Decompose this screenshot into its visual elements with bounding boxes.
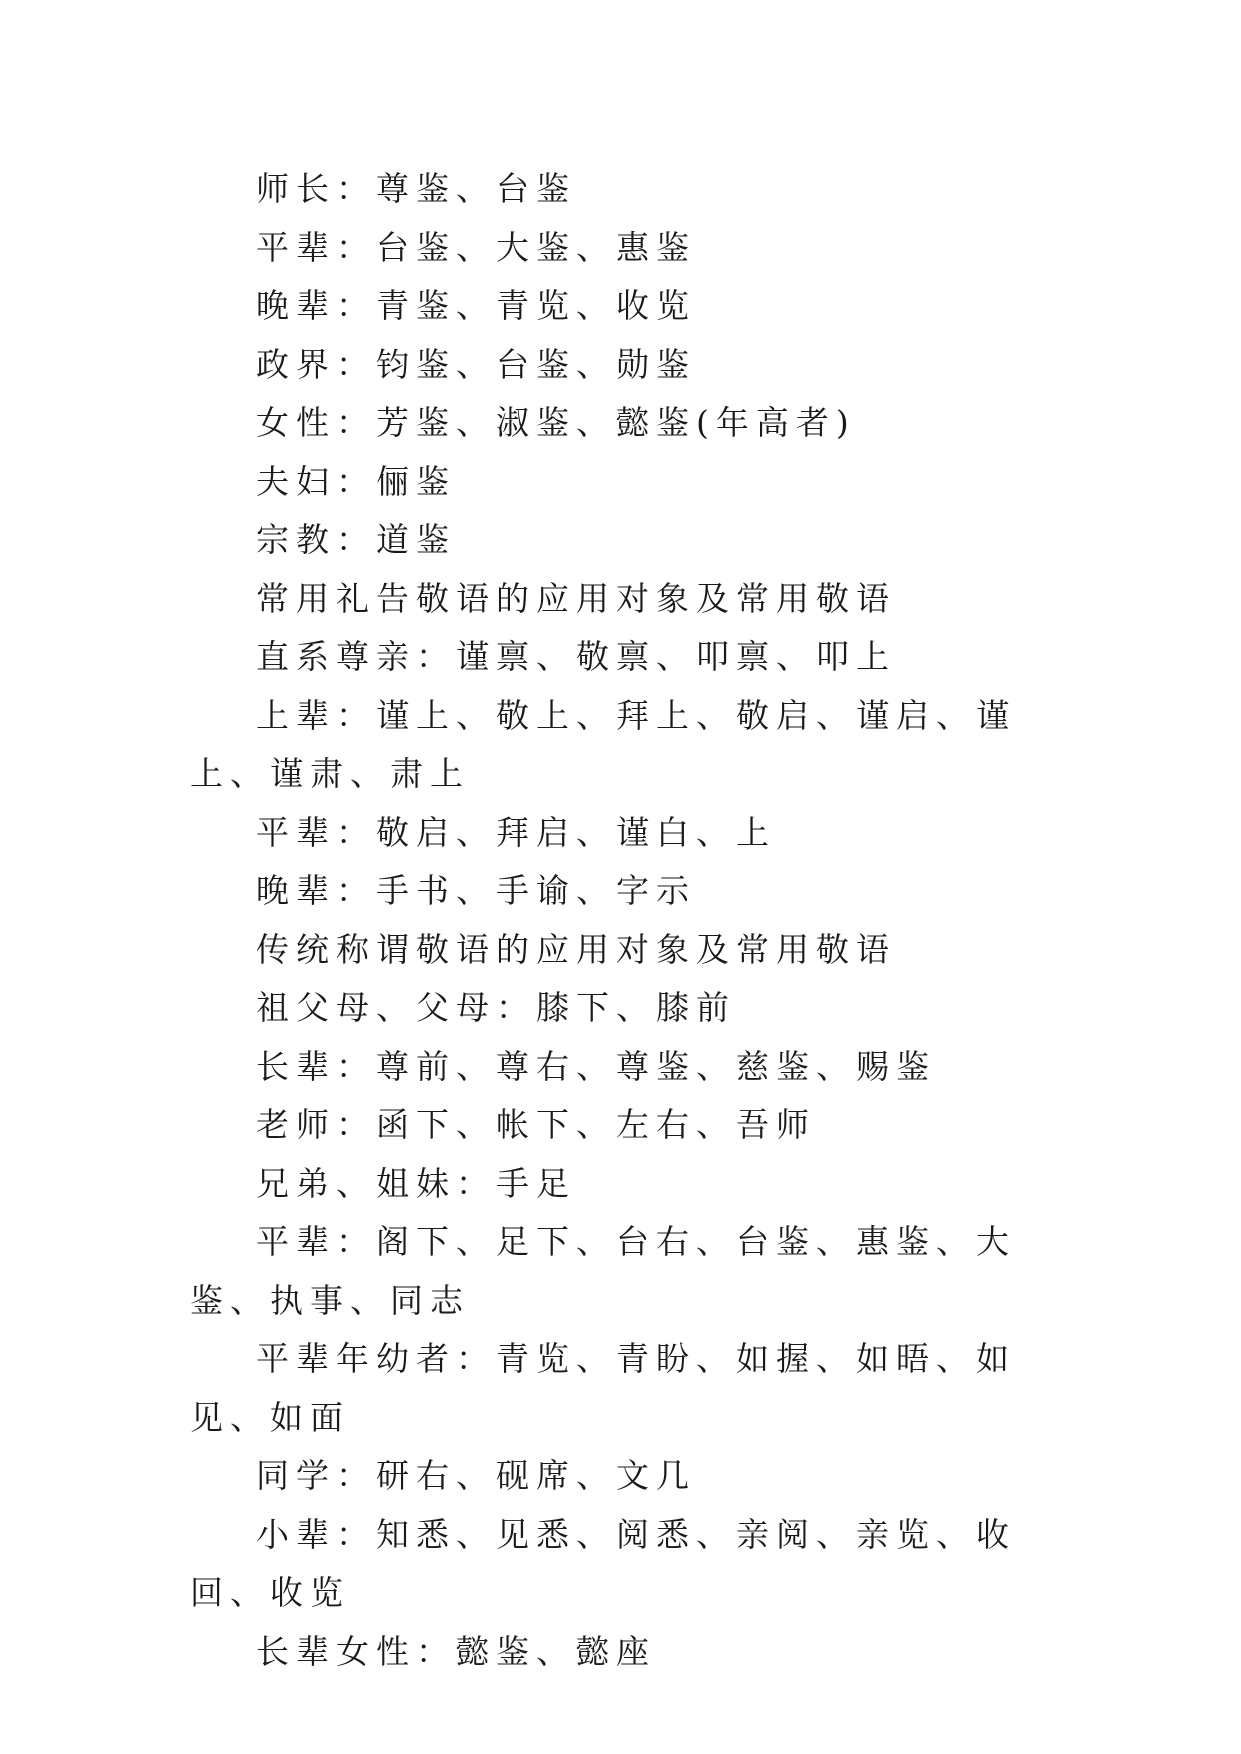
text-line-shizhang: 师长：尊鉴、台鉴 [256,169,576,208]
text-line-wanbei: 晚辈：青鉴、青览、收览 [256,286,696,325]
section-heading-ligao: 常用礼告敬语的应用对象及常用敬语 [256,578,896,618]
text-line-zongjiao: 宗教：道鉴 [256,520,456,559]
text-line-xiaobei: 小辈：知悉、见悉、阅悉、亲阅、亲览、收回、收览 [190,1514,1016,1612]
text-line-tongxue: 同学：研右、砚席、文几 [256,1456,696,1495]
text-line-shangbei: 上辈：谨上、敬上、拜上、敬启、谨启、谨上、谨肃、肃上 [190,695,1016,793]
text-line-pingbei-nianyouzhe: 平辈年幼者：青览、青盼、如握、如晤、如见、如面 [190,1339,1016,1437]
document-body [190,160,1090,1681]
text-line-xiongdi-jiemei: 兄弟、姐妹：手足 [256,1163,576,1203]
text-line-zhixi-zunqin: 直系尊亲：谨禀、敬禀、叩禀、叩上 [256,637,896,676]
text-line-zufumu-fumu: 祖父母、父母：膝下、膝前 [256,988,736,1027]
section-heading-chengwei: 传统称谓敬语的应用对象及常用敬语 [256,929,896,969]
text-line-pingbei: 平辈：台鉴、大鉴、惠鉴 [256,227,696,267]
text-line-nvxing: 女性：芳鉴、淑鉴、懿鉴(年高者) [256,403,856,442]
text-line-zhangbei-nvxing: 长辈女性：懿鉴、懿座 [256,1631,656,1671]
text-line-pingbei-ligao: 平辈：敬启、拜启、谨白、上 [256,812,776,852]
text-line-zhengjie: 政界：钧鉴、台鉴、勋鉴 [256,344,696,384]
text-line-fufu: 夫妇：俪鉴 [256,461,456,501]
text-line-zhangbei: 长辈：尊前、尊右、尊鉴、慈鉴、赐鉴 [256,1046,936,1086]
text-line-laoshi: 老师：函下、帐下、左右、吾师 [256,1105,816,1144]
text-line-pingbei-chengwei: 平辈：阁下、足下、台右、台鉴、惠鉴、大鉴、执事、同志 [190,1222,1016,1320]
text-line-wanbei-ligao: 晚辈：手书、手谕、字示 [256,871,696,910]
